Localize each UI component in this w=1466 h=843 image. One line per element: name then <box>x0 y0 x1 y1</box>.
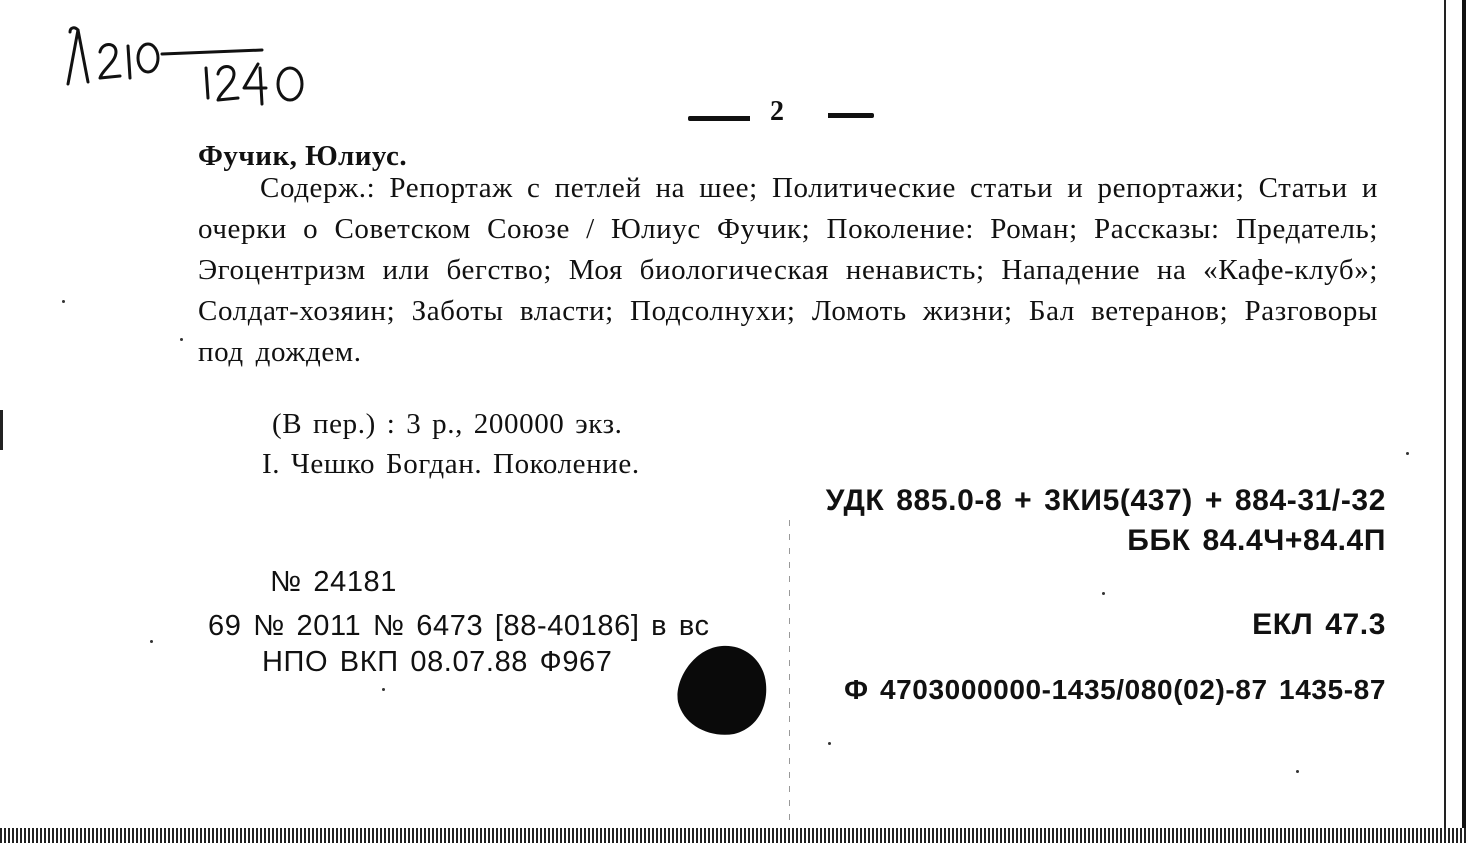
contents-note: Содерж.: Репортаж с петлей на шее; Политические статьи и репортажи; Статьи и очерки о Советском Союзе / Юлиус Фучик; Поколение: Роман; Рассказы: Предатель; Эгоцентризм или бегство; Моя биологическая ненависть; Нападение на «Кафе-клуб»; Солдат-хозяин; Заботы власти; Подсолнухи; Ломоть жизни; Бал ветеранов; Разговоры под дождем. <box>198 172 1378 368</box>
speck <box>62 300 65 303</box>
bbk-classification: ББК 84.4Ч+84.4П <box>1127 524 1386 557</box>
card-left-mark <box>0 410 3 450</box>
index-code: Ф 4703000000-1435/080(02)-87 1435-87 <box>844 674 1386 705</box>
page-number-dash-left <box>688 116 750 121</box>
binding-price-run: (В пер.) : 3 р., 200000 экз. <box>272 408 623 440</box>
speck <box>828 742 831 745</box>
speck <box>180 338 183 341</box>
author-heading: Фучик, Юлиус. <box>198 140 408 172</box>
npo-info: НПО ВКП 08.07.88 Ф967 <box>262 646 613 678</box>
scan-edge <box>1462 0 1466 843</box>
ink-blot <box>672 640 772 740</box>
handwritten-shelfmark <box>62 8 342 108</box>
card-number: № 24181 <box>270 566 398 598</box>
speck <box>1296 770 1299 773</box>
page-number-value: 2 <box>770 96 784 127</box>
card-edge-line <box>1444 0 1446 843</box>
udk-classification: УДК 885.0-8 + 3КИ5(437) + 884-31/-32 <box>825 484 1386 517</box>
added-entry: I. Чешко Богдан. Поколение. <box>262 448 640 480</box>
speck <box>1102 592 1105 595</box>
speck <box>150 640 153 643</box>
page-number-dash-right <box>828 113 874 118</box>
speck <box>1406 452 1409 455</box>
fold-line <box>789 520 790 820</box>
print-info: 69 № 2011 № 6473 [88-40186] в вс <box>208 610 710 642</box>
scan-bottom-edge <box>0 828 1466 843</box>
page-number <box>688 96 878 136</box>
ekl-code: ЕКЛ 47.3 <box>1252 608 1386 641</box>
speck <box>382 688 385 691</box>
